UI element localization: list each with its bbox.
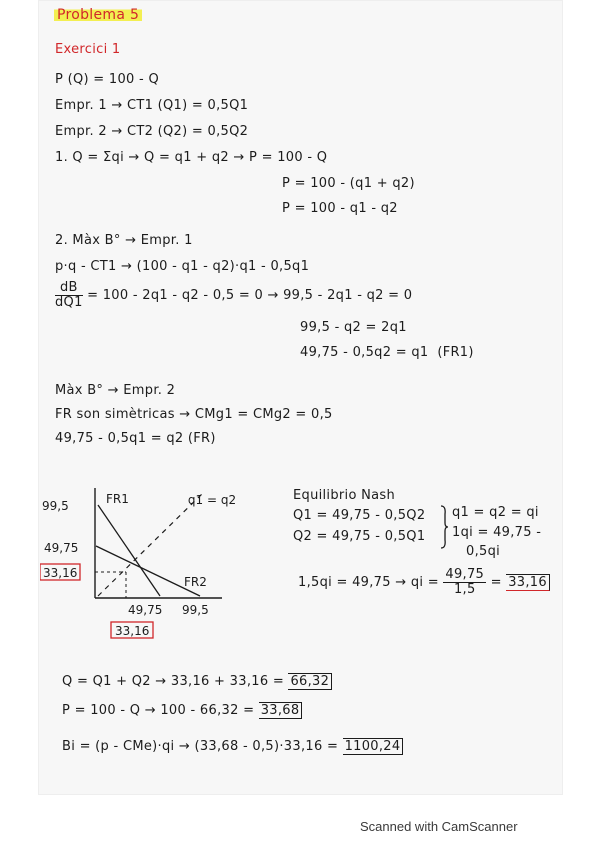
result-profit: Bi = (p - CMe)·qi → (33,68 - 0,5)·33,16 = 1100,24 bbox=[62, 739, 403, 754]
reaction-function-graph bbox=[40, 480, 240, 655]
nash-eq2: Q2 = 49,75 - 0,5Q1 bbox=[293, 529, 426, 544]
x-label-end: 99,5 bbox=[182, 603, 209, 617]
x-label-mid: 49,75 bbox=[128, 603, 163, 617]
nash-brace-r3: 0,5qi bbox=[466, 544, 501, 559]
fr1-label: FR1 bbox=[106, 492, 129, 506]
fr1-line bbox=[98, 505, 160, 596]
result-quantity: Q = Q1 + Q2 → 33,16 + 33,16 = 66,32 bbox=[62, 674, 332, 689]
y-label-eq: 33,16 bbox=[43, 566, 78, 580]
deriv-denominator: dQ1 bbox=[55, 295, 83, 310]
step1-line3: P = 100 - q1 - q2 bbox=[282, 201, 398, 216]
fr2-label: FR2 bbox=[184, 575, 207, 589]
cost-firm-1: Empr. 1 → CT1 (Q1) = 0,5Q1 bbox=[55, 98, 249, 113]
result-quantity-value: 66,32 bbox=[288, 673, 332, 690]
step1-line2: P = 100 - (q1 + q2) bbox=[282, 176, 415, 191]
nash-solve bbox=[298, 568, 550, 597]
demand-function: P (Q) = 100 - Q bbox=[55, 72, 160, 87]
result-profit-value: 1100,24 bbox=[343, 738, 404, 755]
result-price: P = 100 - Q → 100 - 66,32 = 33,68 bbox=[62, 703, 302, 718]
step2-profit: p·q - CT1 → (100 - q1 - q2)·q1 - 0,5q1 bbox=[55, 259, 310, 274]
step2-line3: 99,5 - q2 = 2q1 bbox=[300, 320, 407, 335]
nash-brace-r2: 1qi = 49,75 - bbox=[452, 525, 542, 540]
x-label-eq: 33,16 bbox=[115, 624, 150, 638]
y-label-top: 99,5 bbox=[42, 499, 69, 513]
nash-brace-r1: q1 = q2 = qi bbox=[452, 505, 539, 520]
step2-line4: 49,75 - 0,5q2 = q1 (FR1) bbox=[300, 345, 474, 360]
nash-eq1: Q1 = 49,75 - 0,5Q2 bbox=[293, 508, 426, 523]
step3-line2: 49,75 - 0,5q1 = q2 (FR) bbox=[55, 431, 216, 446]
step3-line1: FR son simètricas → CMg1 = CMg2 = 0,5 bbox=[55, 407, 333, 422]
solve-denominator: 1,5 bbox=[453, 582, 476, 597]
diag-label: q1 = q2 bbox=[187, 493, 237, 507]
cost-firm-2: Empr. 2 → CT2 (Q2) = 0,5Q2 bbox=[55, 124, 249, 139]
solve-numerator: 49,75 bbox=[445, 567, 485, 582]
deriv-expression: = 100 - 2q1 - q2 - 0,5 = 0 → 99,5 - 2q1 - q2 = 0 bbox=[87, 288, 413, 303]
brace-icon bbox=[439, 504, 449, 550]
exercise-heading: Exercici 1 bbox=[55, 42, 121, 57]
nash-heading: Equilibrio Nash bbox=[293, 488, 396, 503]
solve-equals: = bbox=[490, 575, 502, 590]
step2-derivative bbox=[55, 281, 412, 310]
camscanner-watermark: Scanned with CamScanner bbox=[360, 819, 518, 834]
solve-result: 33,16 bbox=[506, 574, 550, 591]
fr1-tag: (FR1) bbox=[437, 345, 474, 360]
step1-line1: 1. Q = Σqi → Q = q1 + q2 → P = 100 - Q bbox=[55, 150, 328, 165]
problem-title: Problema 5 bbox=[54, 7, 142, 23]
result-price-value: 33,68 bbox=[259, 702, 303, 719]
solve-left: 1,5qi = 49,75 → qi = bbox=[298, 575, 439, 590]
step2-heading: 2. Màx B° → Empr. 1 bbox=[55, 233, 193, 248]
deriv-numerator: dB bbox=[55, 281, 83, 296]
y-label-mid: 49,75 bbox=[44, 541, 79, 555]
step3-heading: Màx B° → Empr. 2 bbox=[55, 383, 176, 398]
